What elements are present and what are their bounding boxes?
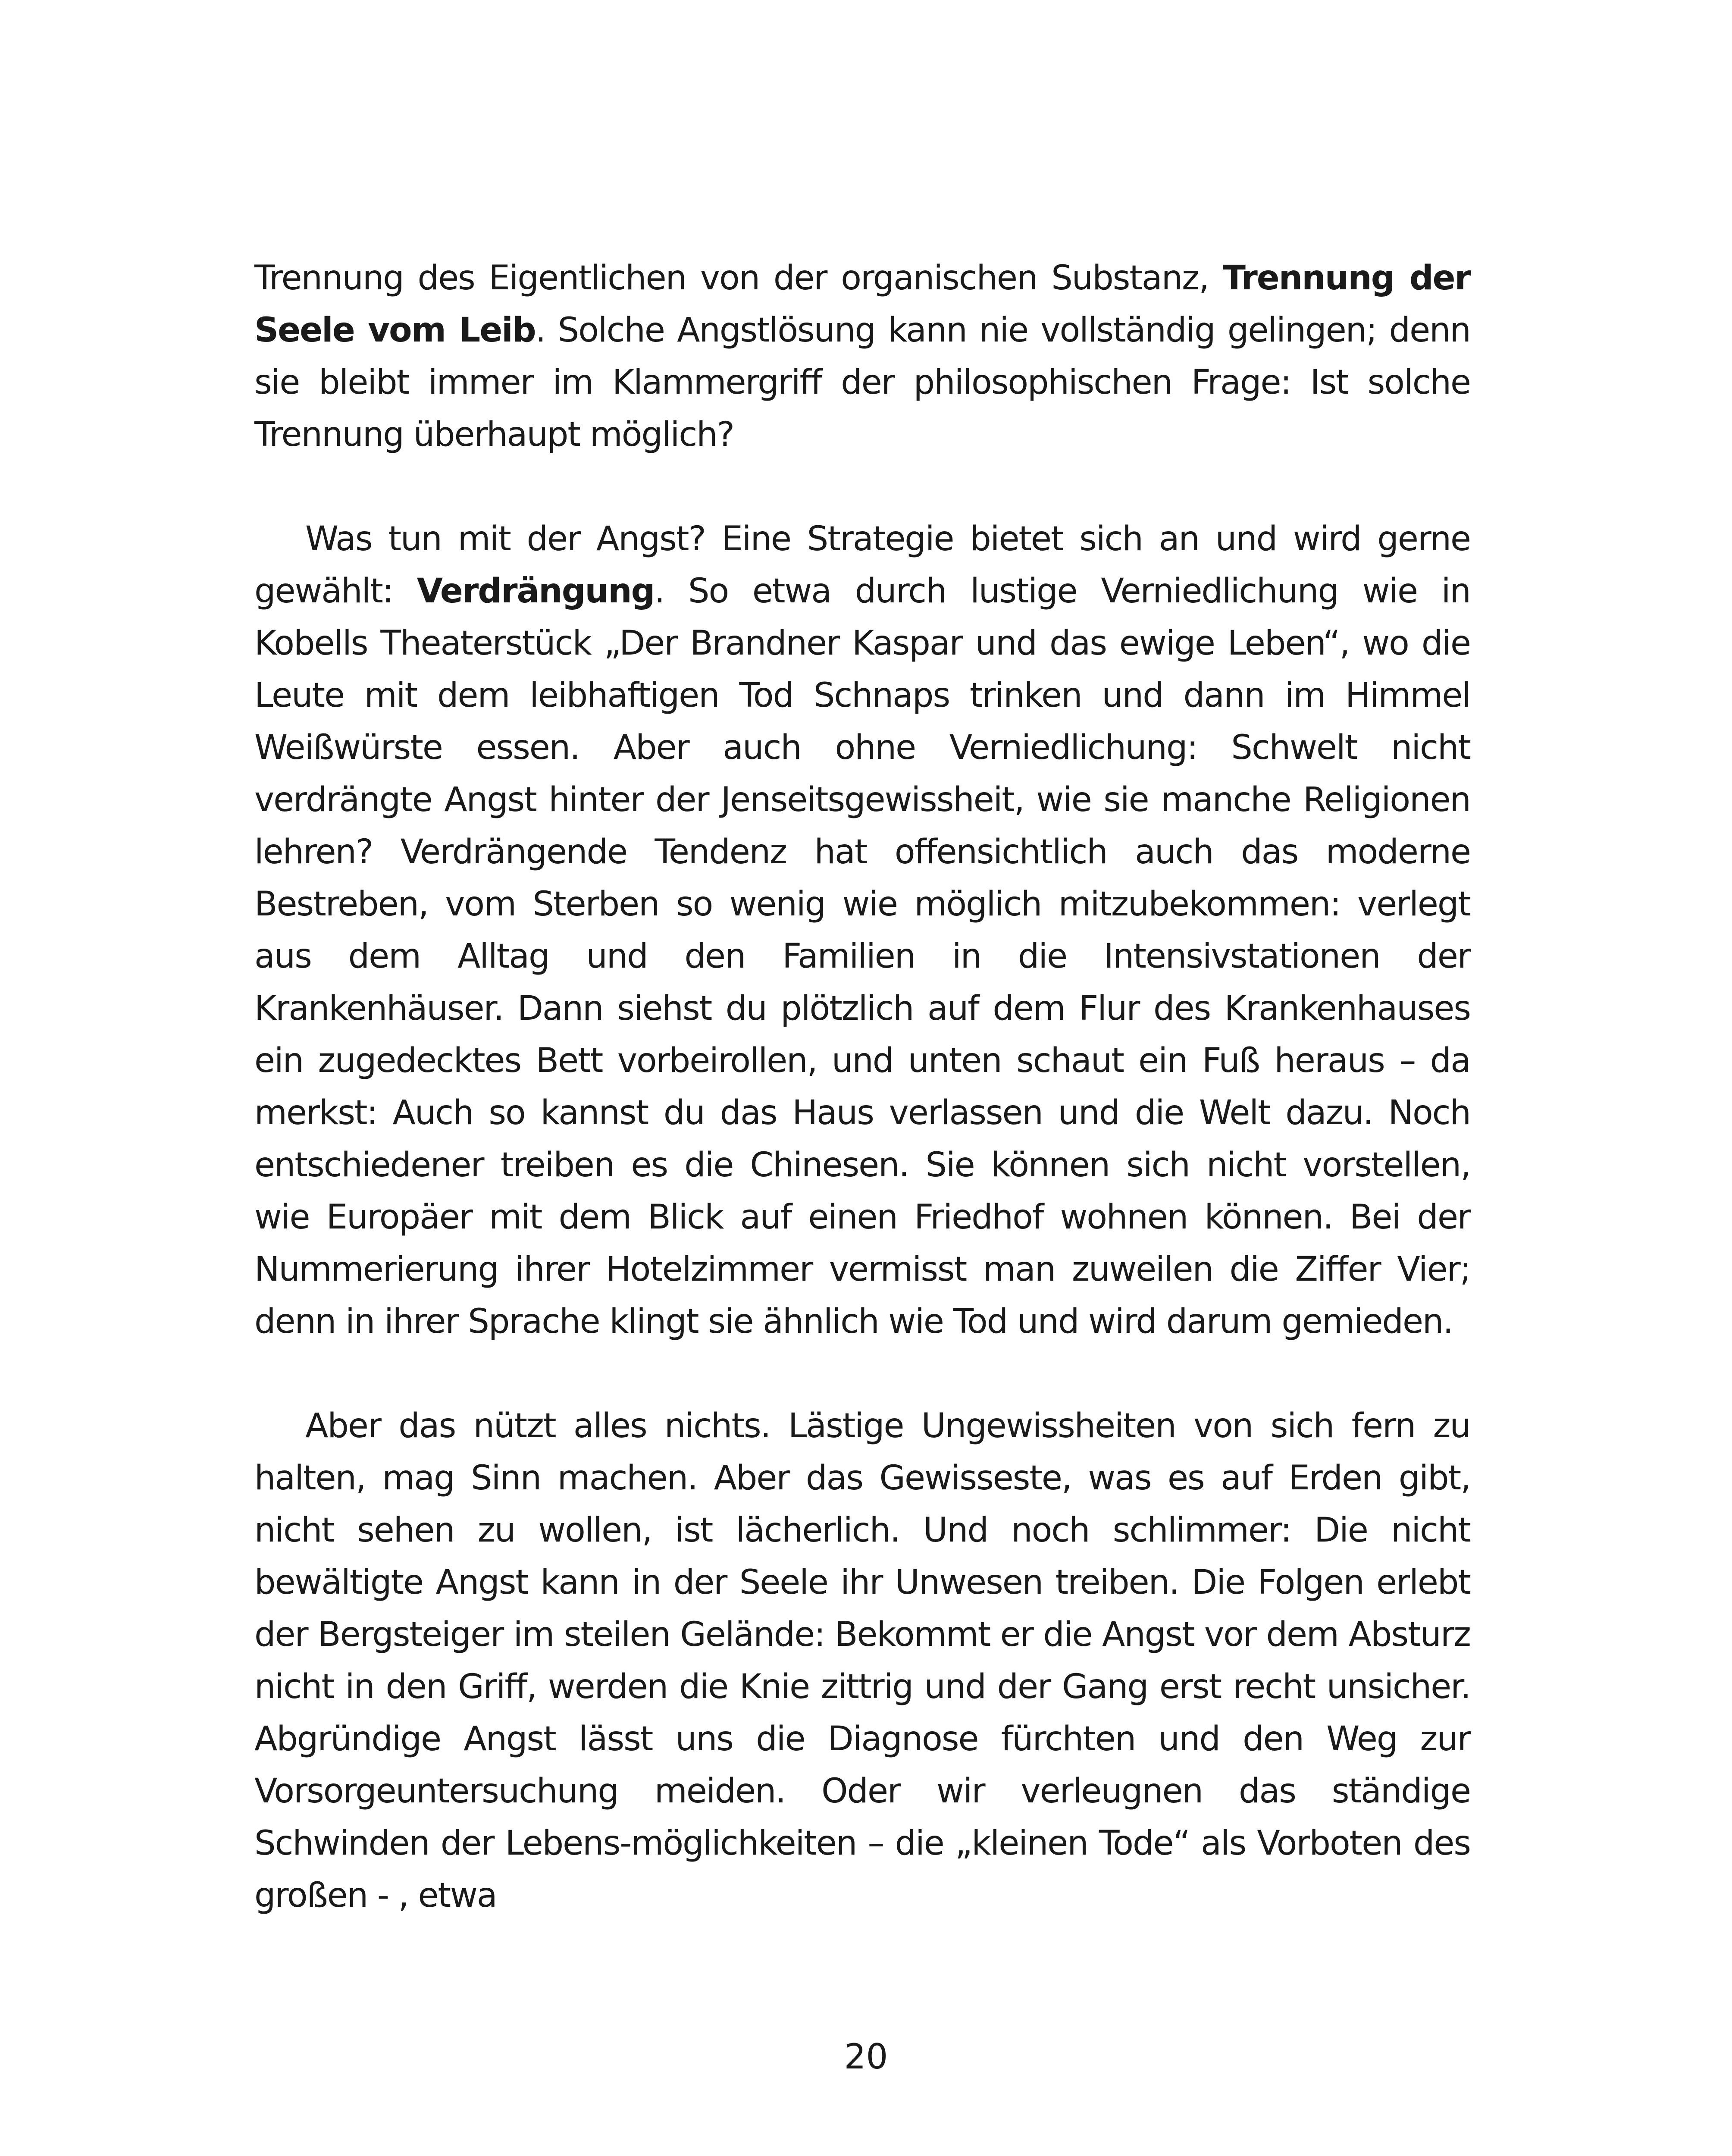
body-text [254, 252, 1470, 1922]
paragraph-1-text: Trennung des Eigentlichen von der organischen Substanz, [254, 259, 1223, 298]
paragraph-2-text-cont: . So etwa durch lustige Verniedlichung wie in Kobells Theaterstück „Der Brandner Kaspar und das ewige Leben“, wo die Leute mit dem leibhaftigen Tod Schnaps trinken und dann im Himmel Weißwürste essen. Aber auch ohne Verniedlichung: Schwelt nicht verdrängte Angst hinter der Jenseitsgewissheit, wie sie manche Religionen lehren? Verdrängende Tendenz hat offensichtlich auch das moderne Bestreben, vom Sterben so wenig wie möglich mitzubekommen: verlegt aus dem Alltag und den Familien in die Intensivstationen der Krankenhäuser. Dann siehst du plötzlich auf dem Flur des Krankenhauses ein zugedecktes Bett vorbeirollen, und unten schaut ein Fuß heraus – da merkst: Auch so kannst du das Haus verlassen und die Welt dazu. Noch entschiedener treiben es die Chinesen. Sie können sich nicht vorstellen, wie Europäer mit dem Blick auf einen Friedhof wohnen können. Bei der Nummerierung ihrer Hotelzimmer vermisst man zuweilen die Ziffer Vier; denn in ihrer Sprache klingt sie ähnlich wie Tod und wird darum gemieden. [254, 572, 1470, 1341]
page-number: 20 [844, 2037, 888, 2077]
paragraph-3 [254, 1400, 1470, 1922]
paragraph-1-text-cont: . Solche Angstlösung kann nie vollständig gelingen; denn sie bleibt immer im Klammergriff der philosophischen Frage: Ist solche Trennung überhaupt möglich? [254, 311, 1470, 454]
paragraph-3-text: Aber das nützt alles nichts. Lästige Ungewissheiten von sich fern zu halten, mag Sinn machen. Aber das Gewisseste, was es auf Erden gibt, nicht sehen zu wollen, ist lächerlich. Und noch schlimmer: Die nicht bewältigte Angst kann in der Seele ihr Unwesen treiben. Die Folgen erlebt der Bergsteiger im steilen Gelände: Bekommt er die Angst vor dem Absturz nicht in den Griff, werden die Knie zittrig und der Gang erst recht unsicher. Abgründige Angst lässt uns die Diagnose fürchten und den Weg zur Vorsorgeuntersuchung meiden. Oder wir verleugnen das ständige Schwinden der Lebens-möglichkeiten – die „kleinen Tode“ als Vorboten des großen - , etwa [254, 1407, 1470, 1915]
paragraph-2-text: Was tun mit der Angst? Eine Strategie bietet sich an und wird gerne gewählt: [254, 520, 1470, 611]
bold-term-verdraengung: Verdrängung [417, 572, 655, 611]
bold-term-trennung-der-seele: Trennung der Seele vom Leib [254, 259, 1470, 350]
paragraph-2 [254, 513, 1470, 1348]
paragraph-1 [254, 252, 1470, 461]
